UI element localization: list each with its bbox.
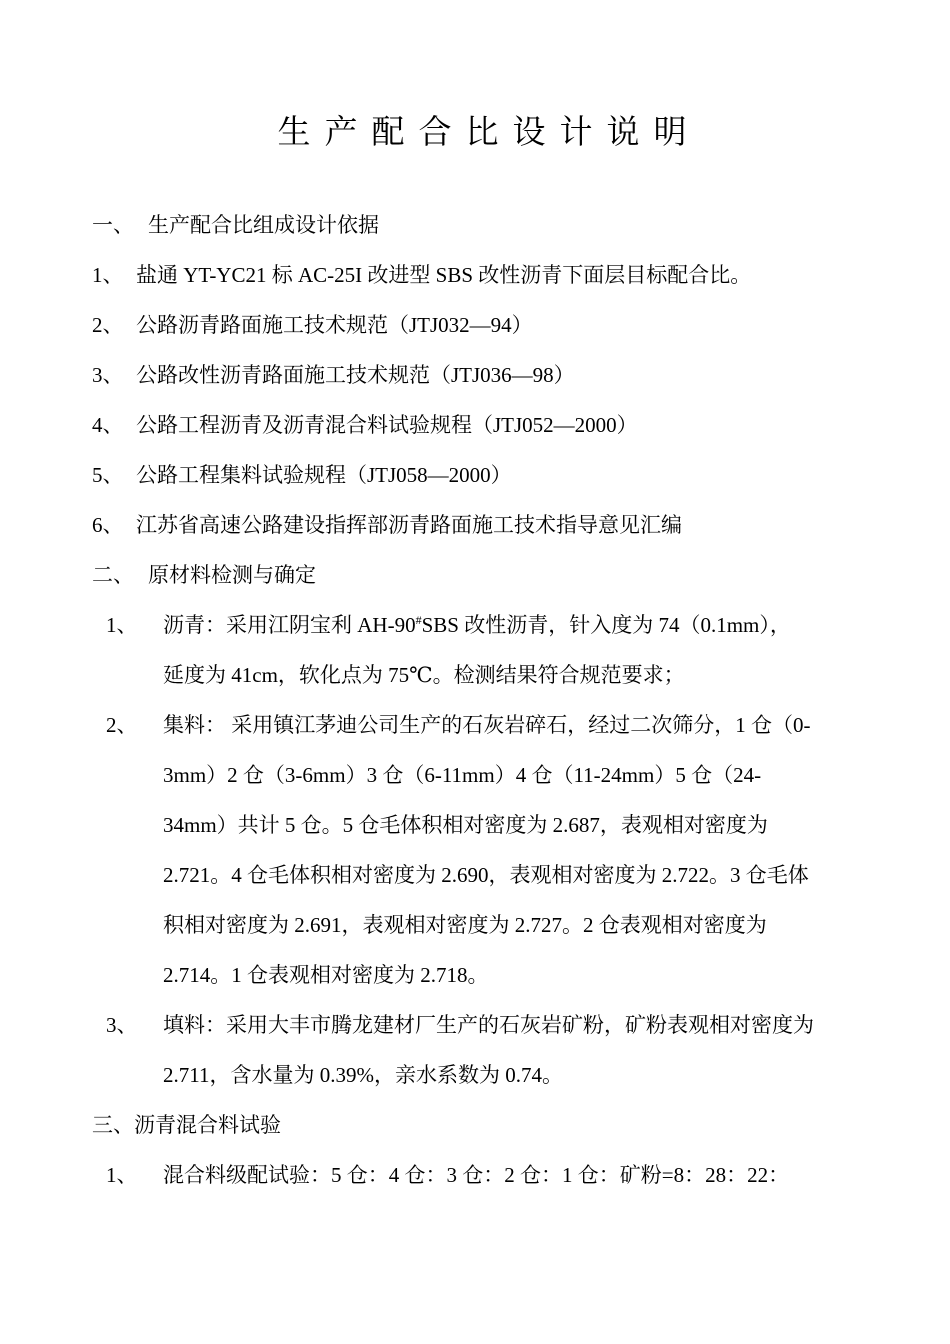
section2-item-2-cont: 3mm）2 仓（3-6mm）3 仓（6-11mm）4 仓（11-24mm）5 仓（24- [163,763,762,787]
list-item-text: 集料： 采用镇江茅迪公司生产的石灰岩碎石，经过二次筛分，1 仓（0- [163,713,811,737]
section2-item-2-cont: 2.721。4 仓毛体积相对密度为 2.690，表观相对密度为 2.722。3 仓毛体 [163,863,809,887]
list-item-number: 2、 [92,313,124,337]
section2-item-2-cont: 2.714。1 仓表观相对密度为 2.718。 [163,963,489,987]
section1-number: 一、 [92,213,134,237]
list-item-text: 公路沥青路面施工技术规范（JTJ032—94） [136,313,533,337]
list-item-text: 公路改性沥青路面施工技术规范（JTJ036—98） [136,363,575,387]
superscript-mark: # [415,613,422,627]
list-item-text: 混合料级配试验：5 仓：4 仓：3 仓：2 仓：1 仓：矿粉=8：28：22： [163,1163,790,1187]
list-item-number: 3、 [92,363,124,387]
list-item-text: 盐通 YT-YC21 标 AC-25I 改进型 SBS 改性沥青下面层目标配合比。 [136,263,752,287]
section1-heading: 生产配合比组成设计依据 [148,213,379,237]
list-item-number: 5、 [92,463,124,487]
section2-item-2-cont: 积相对密度为 2.691，表观相对密度为 2.727。2 仓表观相对密度为 [163,913,767,937]
list-item-number: 1、 [106,1163,138,1187]
section2-item-2-cont: 34mm）共计 5 仓。5 仓毛体积相对密度为 2.687，表观相对密度为 [163,813,768,837]
list-item-number: 6、 [92,513,124,537]
list-item-number: 1、 [92,263,124,287]
list-item-text: 公路工程沥青及沥青混合料试验规程（JTJ052—2000） [136,413,638,437]
list-item-number: 1、 [106,613,138,637]
list-item-text: 沥青：采用江阴宝利 AH-90#SBS 改性沥青，针入度为 74（0.1mm）， [163,613,791,637]
list-item-text: 填料：采用大丰市腾龙建材厂生产的石灰岩矿粉，矿粉表观相对密度为 [163,1013,814,1037]
section3-heading: 三、沥青混合料试验 [92,1113,281,1137]
list-item-number: 3、 [106,1013,138,1037]
section2-heading: 原材料检测与确定 [148,563,316,587]
section2-item-1-cont: 延度为 41cm，软化点为 75℃。检测结果符合规范要求； [163,663,685,687]
section2-item-3-cont: 2.711，含水量为 0.39%，亲水系数为 0.74。 [163,1063,563,1087]
list-item-text: 公路工程集料试验规程（JTJ058—2000） [136,463,512,487]
section2-number: 二、 [92,563,134,587]
document-title: 生产配合比设计说明 [277,112,701,151]
list-item-text: 江苏省高速公路建设指挥部沥青路面施工技术指导意见汇编 [136,513,682,537]
list-item-number: 2、 [106,713,138,737]
list-item-number: 4、 [92,413,124,437]
